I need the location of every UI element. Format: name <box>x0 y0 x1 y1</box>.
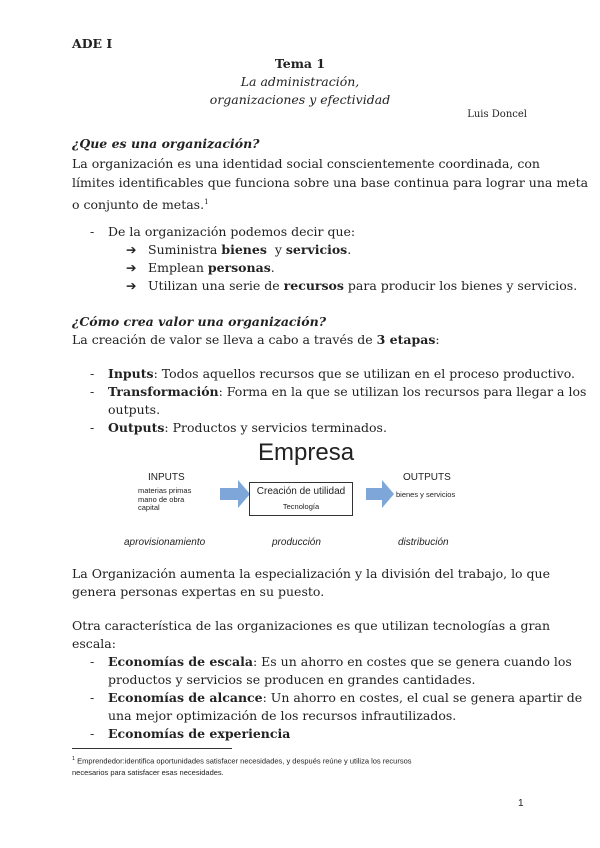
list-item-continuation: outputs. <box>108 402 161 417</box>
page-number: 1 <box>518 798 524 809</box>
stage-distribucion: distribución <box>398 537 449 548</box>
author-name: Luis Doncel <box>467 109 527 120</box>
section1-list-intro: De la organización podemos decir que: <box>108 224 356 239</box>
list-dash: - <box>90 366 95 381</box>
arrow-bullet-icon: ➔ <box>126 242 137 257</box>
section2-heading: ¿Cómo crea valor una organización? <box>72 314 327 329</box>
list-item: Transformación: Forma en la que se utilizan los recursos para llegar a los <box>108 384 587 399</box>
outputs-items: bienes y servicios <box>396 490 456 499</box>
topic-title: Tema 1 <box>274 56 326 71</box>
list-item: Economías de experiencia <box>108 726 291 741</box>
outputs-label: OUTPUTS <box>403 472 451 483</box>
course-label: ADE I <box>72 36 113 51</box>
list-item: Economías de alcance: Un ahorro en costes, el cual se genera apartir de <box>108 690 583 705</box>
stage-produccion: producción <box>272 537 321 548</box>
section3-para2-line2: escala: <box>72 636 116 651</box>
list-dash: - <box>90 654 95 669</box>
list-item: Inputs: Todos aquellos recursos que se utilizan en el proceso productivo. <box>108 366 575 381</box>
list-item: ➔ Utilizan una serie de recursos para producir los bienes y servicios. <box>126 276 577 296</box>
diagram-title: Empresa <box>258 439 355 466</box>
section2-intro: La creación de valor se lleva a cabo a través de 3 etapas: <box>72 332 440 347</box>
stage-aprovisionamiento: aprovisionamiento <box>124 537 206 548</box>
section3-para1-line1: La Organización aumenta la especialización y la división del trabajo, lo que <box>72 566 551 581</box>
section1-para-line3: o conjunto de metas.$^1$ <box>72 197 209 213</box>
list-dash: - <box>90 384 95 399</box>
section3-para1-line2: genera personas expertas en su puesto. <box>72 584 325 599</box>
inputs-list: materias primas mano de obra capital <box>138 486 192 512</box>
footnote: $^1$ Emprendedor:identifica oportunidades satisfacer necesidades, y después reúne y utiliza los recursos necesarios para satisfacer esas necesidades. <box>72 756 412 777</box>
inputs-label: INPUTS <box>148 472 185 483</box>
section1-para-line1: La organización es una identidad social conscientemente coordinada, con <box>72 156 540 171</box>
flow-arrow-body <box>220 488 238 500</box>
list-dash: - <box>90 420 95 435</box>
arrow-bullet-icon: ➔ <box>126 278 137 293</box>
section3-para2-line1: Otra característica de las organizaciones es que utilizan tecnologías a gran <box>72 618 551 633</box>
footnote-separator <box>72 748 232 749</box>
list-dash: - <box>90 726 95 741</box>
flow-arrow-icon <box>382 480 394 508</box>
section1-heading: ¿Que es una organización? <box>72 136 260 151</box>
list-dash: - <box>90 224 95 239</box>
list-item-continuation: productos y servicios se producen en grandes cantidades. <box>108 672 476 687</box>
center-title: Creación de utilidad <box>256 486 346 497</box>
list-item: Outputs: Productos y servicios terminados. <box>108 420 387 435</box>
list-item: ➔ Emplean personas. <box>126 258 275 278</box>
footnote-reference[interactable]: 1 <box>204 198 209 206</box>
list-item-continuation: una mejor optimización de los recursos infrautilizados. <box>108 708 457 723</box>
arrow-bullet-icon: ➔ <box>126 260 137 275</box>
flow-arrow-body <box>366 488 382 500</box>
list-item: ➔ Suministra bienes y servicios. <box>126 240 351 260</box>
center-subtitle: Tecnología <box>282 502 320 511</box>
section1-para-line2: límites identificables que funciona sobre una base continua para lograr una meta <box>72 175 589 190</box>
list-item: Economías de escala: Es un ahorro en costes que se genera cuando los <box>108 654 572 669</box>
subtitle-line1: La administración, <box>240 74 360 89</box>
subtitle-line2: organizaciones y efectividad <box>209 92 391 107</box>
list-dash: - <box>90 690 95 705</box>
